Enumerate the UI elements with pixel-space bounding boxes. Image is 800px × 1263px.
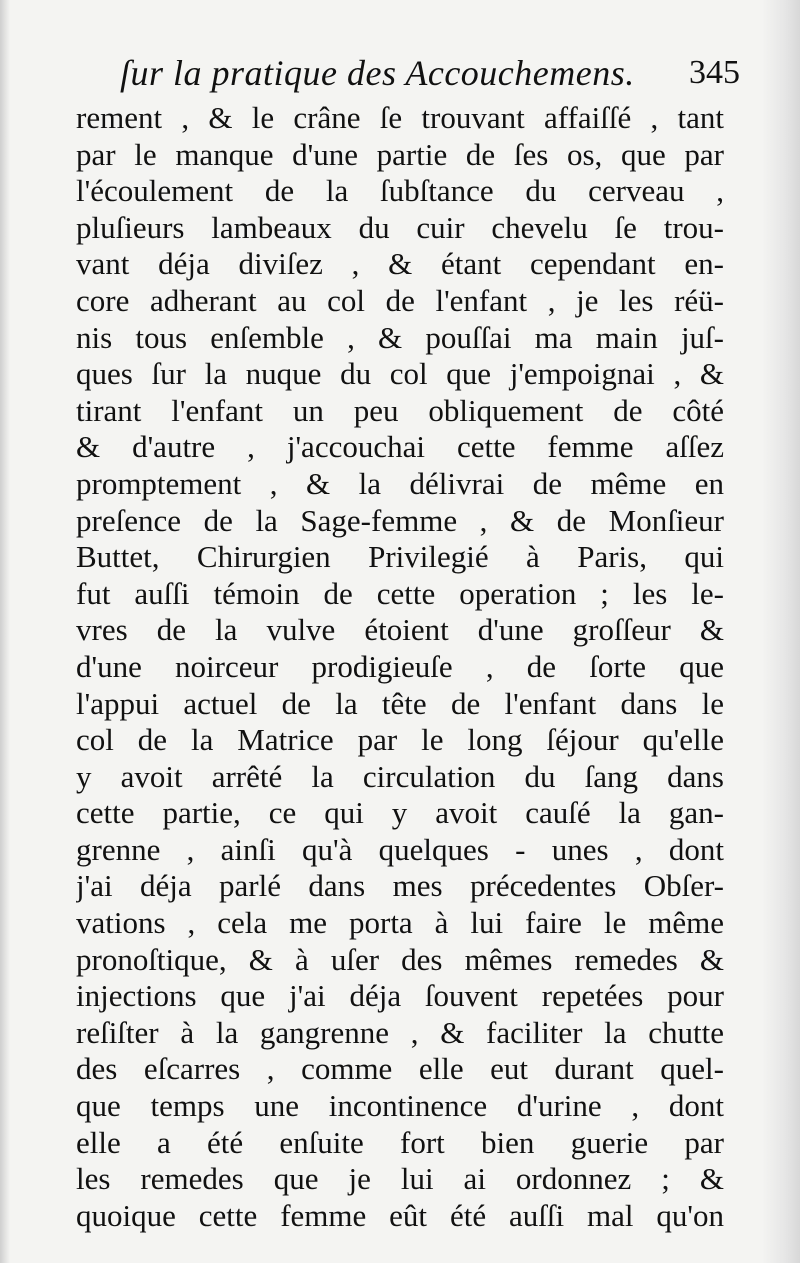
text-line: l'écoulement de la ſubſtance du cerveau , <box>76 173 724 209</box>
page-number: 345 <box>689 54 740 91</box>
text-line: tirant l'enfant un peu obliquement de côté <box>76 392 724 428</box>
body-text <box>76 100 724 1234</box>
text-line: Buttet, Chirurgien Privilegié à Paris, qui <box>76 539 724 575</box>
text-line: pronoſtique, & à uſer des mêmes remedes & <box>76 941 724 977</box>
text-line: preſence de la Sage-femme , & de Monſieur <box>76 502 724 538</box>
page-header <box>120 52 740 102</box>
text-line: fut auſſi témoin de cette operation ; les le- <box>76 575 724 611</box>
text-line: les remedes que je lui ai ordonnez ; & <box>76 1161 724 1197</box>
text-line: ques ſur la nuque du col que j'empoignai , & <box>76 356 724 392</box>
text-line: rement , & le crâne ſe trouvant affaiſſé , tant <box>76 100 724 135</box>
running-head: ſur la pratique des Accouchemens. <box>120 53 635 93</box>
text-line: des eſcarres , comme elle eut durant quel- <box>76 1051 724 1087</box>
text-line: vres de la vulve étoient d'une groſſeur & <box>76 612 724 648</box>
text-line: nis tous enſemble , & pouſſai ma main juſ- <box>76 319 724 355</box>
text-line: injections que j'ai déja ſouvent repetées pour <box>76 978 724 1014</box>
text-line: core adherant au col de l'enfant , je les réü- <box>76 282 724 318</box>
text-line: y avoit arrêté la circulation du ſang dans <box>76 758 724 794</box>
text-line: & d'autre , j'accouchai cette femme aſſez <box>76 429 724 465</box>
text-line: j'ai déja parlé dans mes précedentes Obſer- <box>76 868 724 904</box>
text-line: que temps une incontinence d'urine , dont <box>76 1088 724 1124</box>
page-gutter <box>762 0 800 1263</box>
text-line: d'une noirceur prodigieuſe , de ſorte que <box>76 648 724 684</box>
text-line: vant déja diviſez , & étant cependant en- <box>76 246 724 282</box>
text-line: l'appui actuel de la tête de l'enfant dans le <box>76 685 724 721</box>
text-line: quoique cette femme eût été auſſi mal qu'on <box>76 1197 724 1233</box>
text-line: elle a été enſuite fort bien guerie par <box>76 1124 724 1160</box>
text-line: vations , cela me porta à lui faire le même <box>76 905 724 941</box>
text-line: pluſieurs lambeaux du cuir chevelu ſe trou- <box>76 209 724 245</box>
text-line: cette partie, ce qui y avoit cauſé la gan- <box>76 795 724 831</box>
text-line: reſiſter à la gangrenne , & faciliter la chutte <box>76 1014 724 1050</box>
text-line: grenne , ainſi qu'à quelques - unes , dont <box>76 831 724 867</box>
text-line: col de la Matrice par le long ſéjour qu'elle <box>76 722 724 758</box>
text-line: par le manque d'une partie de ſes os, que par <box>76 136 724 172</box>
page-left-shadow <box>0 0 10 1263</box>
text-line: promptement , & la délivrai de même en <box>76 465 724 501</box>
